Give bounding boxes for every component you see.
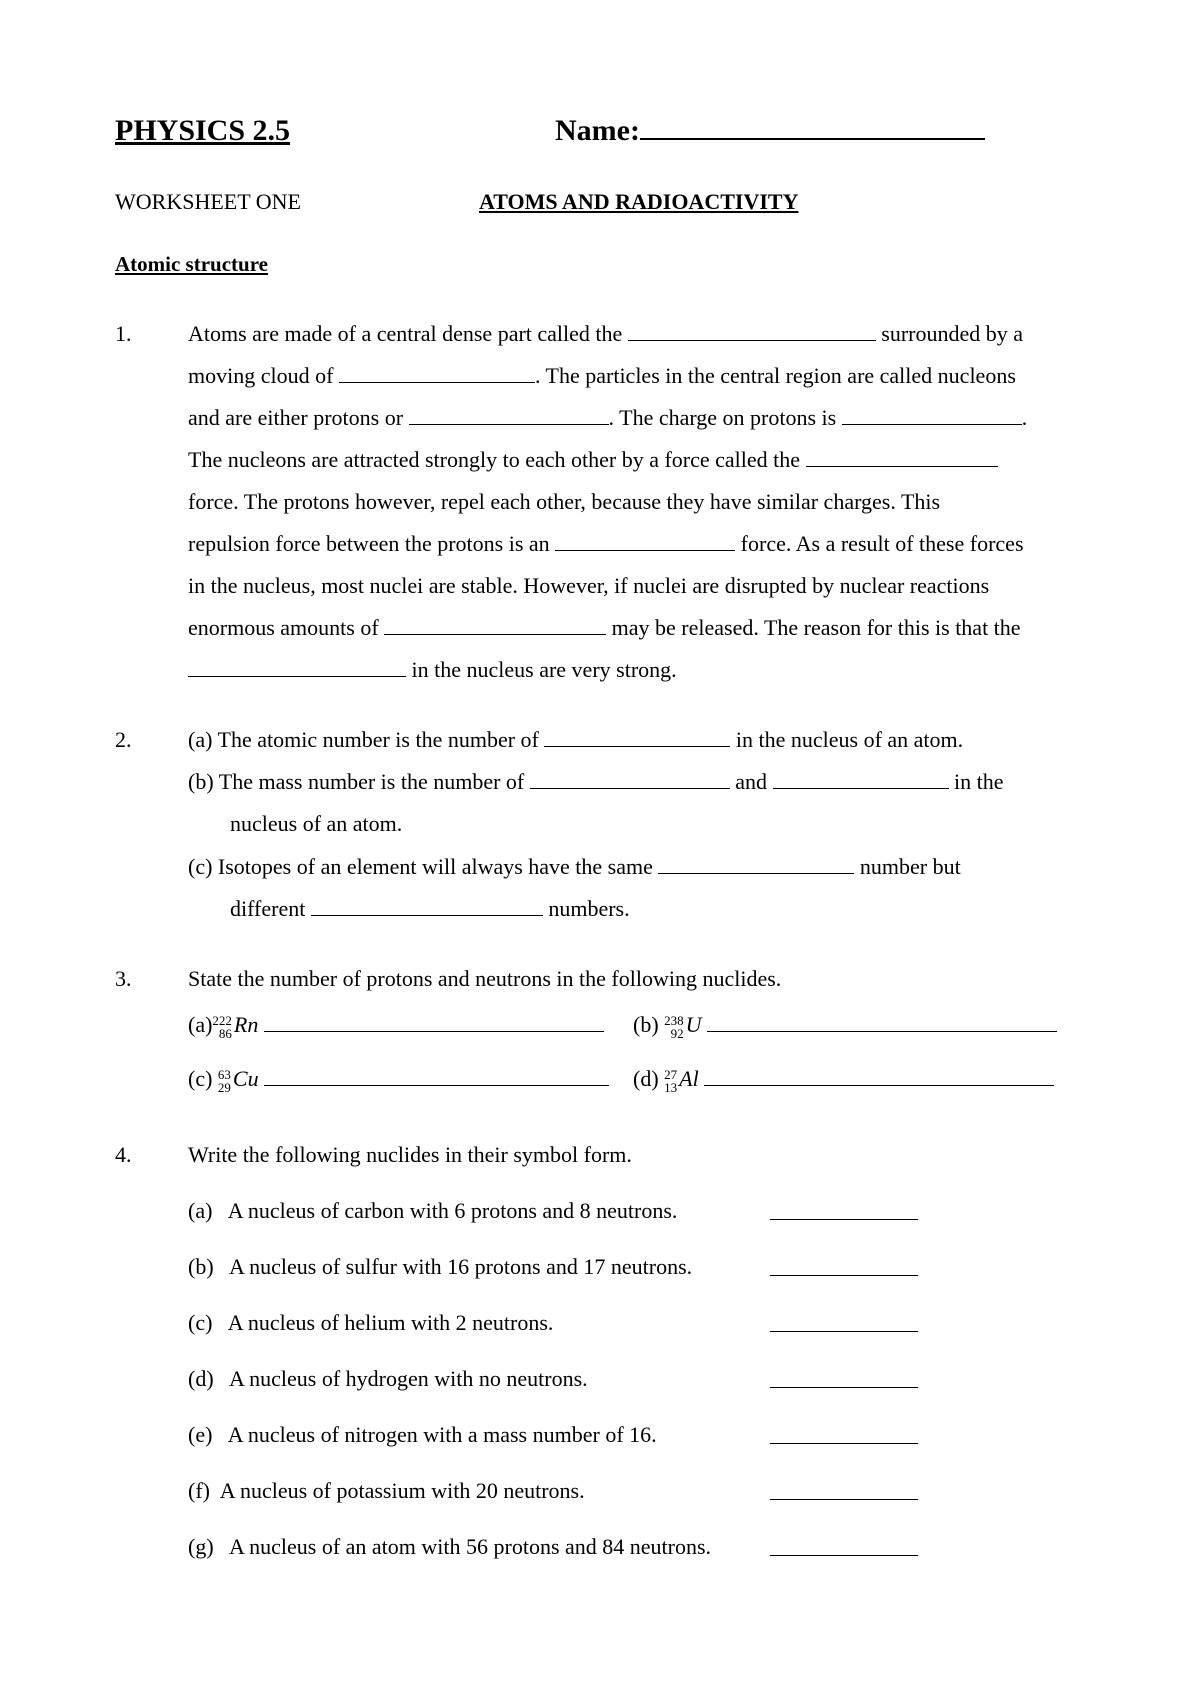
q2-b-cont: nucleus of an atom.: [230, 811, 403, 836]
q2-c: (c) Isotopes of an element will always have the same number but: [188, 854, 961, 879]
q1-line-1: Atoms are made of a central dense part called the surrounded by a: [188, 321, 1024, 346]
q4-answer-e[interactable]: [770, 1442, 918, 1444]
q3-item-b: (b) 238 92 U: [633, 1012, 1057, 1040]
q1-blank-charge[interactable]: [842, 406, 1022, 425]
nuclide-u: 238 92 U: [664, 1012, 702, 1041]
q1-blank-electrostatic[interactable]: [555, 532, 735, 551]
q1-line-8: enormous amounts of may be released. The reason for this is that the: [188, 615, 1021, 640]
q3-answer-d[interactable]: [704, 1067, 1054, 1086]
topic-title: ATOMS AND RADIOACTIVITY: [479, 189, 799, 214]
q4-answer-c[interactable]: [770, 1330, 918, 1332]
q3-item-c: (c) 63 29 Cu: [188, 1066, 609, 1094]
q4-answer-d[interactable]: [770, 1386, 918, 1388]
q1-blank-neutrons[interactable]: [409, 406, 609, 425]
q2-blank-mass-numbers[interactable]: [311, 897, 543, 916]
q2-blank-atomic[interactable]: [658, 855, 854, 874]
worksheet-label: WORKSHEET ONE: [115, 189, 301, 214]
q2-blank-mass-2[interactable]: [773, 770, 949, 789]
q2-blank-mass-1[interactable]: [530, 770, 730, 789]
q2-blank-protons[interactable]: [544, 728, 730, 747]
q3-answer-b[interactable]: [707, 1013, 1057, 1032]
q3-prompt: State the number of protons and neutrons in the following nuclides.: [188, 966, 782, 991]
q4-item-d: (d) A nucleus of hydrogen with no neutrons.: [188, 1366, 588, 1391]
course-title: PHYSICS 2.5: [115, 114, 291, 147]
q4-answer-b[interactable]: [770, 1274, 918, 1276]
q3-item-d: (d) 27 13 Al: [633, 1066, 1054, 1094]
q4-answer-g[interactable]: [770, 1554, 918, 1556]
name-label: Name:: [555, 114, 985, 148]
q4-item-g: (g) A nucleus of an atom with 56 protons and 84 neutrons.: [188, 1534, 712, 1559]
q3-item-a: (a) 222 86 Rn: [188, 1012, 604, 1040]
q4-item-f: (f) A nucleus of potassium with 20 neutrons.: [188, 1478, 585, 1503]
q2-number: 2.: [115, 727, 132, 752]
section-title: Atomic structure: [115, 252, 268, 276]
q1-line-7: in the nucleus, most nuclei are stable. However, if nuclei are disrupted by nuclear reactions: [188, 573, 990, 598]
q1-blank-strong-force[interactable]: [806, 448, 998, 467]
nuclide-rn: 222 86 Rn: [212, 1012, 259, 1041]
q1-blank-electrons[interactable]: [339, 364, 535, 383]
q1-line-4: The nucleons are attracted strongly to each other by a force called the: [188, 447, 998, 473]
q1-line-3: and are either protons or . The charge on protons is .: [188, 405, 1028, 430]
q3-answer-a[interactable]: [264, 1013, 604, 1032]
q1-line-2: moving cloud of . The particles in the central region are called nucleons: [188, 363, 1016, 388]
q3-answer-c[interactable]: [264, 1067, 609, 1086]
q2-b: (b) The mass number is the number of and in the: [188, 769, 1004, 794]
q1-line-9: in the nucleus are very strong.: [188, 657, 677, 683]
q4-answer-f[interactable]: [770, 1498, 918, 1500]
q3-number: 3.: [115, 966, 132, 991]
q2-c-cont: different numbers.: [230, 896, 630, 921]
nuclide-cu: 63 29 Cu: [217, 1066, 259, 1095]
q4-number: 4.: [115, 1142, 132, 1167]
q4-item-e: (e) A nucleus of nitrogen with a mass number of 16.: [188, 1422, 657, 1447]
q4-item-a: (a) A nucleus of carbon with 6 protons and 8 neutrons.: [188, 1198, 678, 1223]
q4-answer-a[interactable]: [770, 1218, 918, 1220]
q2-a: (a) The atomic number is the number of in the nucleus of an atom.: [188, 727, 964, 752]
q1-blank-energy[interactable]: [384, 616, 606, 635]
q1-blank-nucleus[interactable]: [628, 322, 876, 341]
q4-item-c: (c) A nucleus of helium with 2 neutrons.: [188, 1310, 554, 1335]
q4-item-b: (b) A nucleus of sulfur with 16 protons and 17 neutrons.: [188, 1254, 693, 1279]
q1-number: 1.: [115, 321, 132, 346]
nuclide-al: 27 13 Al: [664, 1066, 699, 1095]
q1-line-6: repulsion force between the protons is an force. As a result of these forces: [188, 531, 1024, 556]
q4-prompt: Write the following nuclides in their symbol form.: [188, 1142, 632, 1167]
q1-blank-forces[interactable]: [188, 658, 406, 677]
q1-line-5: force. The protons however, repel each other, because they have similar charges. This: [188, 489, 941, 514]
name-field[interactable]: [640, 114, 985, 140]
